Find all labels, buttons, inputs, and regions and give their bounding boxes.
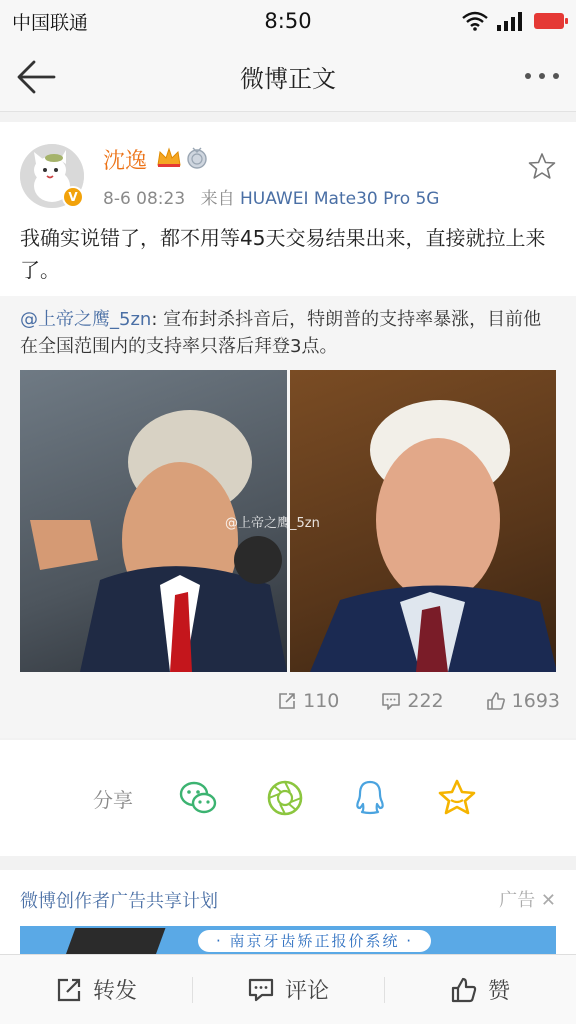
repost-count-value: 110	[303, 690, 340, 712]
repost-label: 转发	[92, 979, 137, 1004]
source-prefix: 来自	[200, 189, 235, 209]
image-watermark: @上帝之鹰_5zn	[225, 516, 320, 531]
crown-icon[interactable]	[156, 145, 182, 169]
repost-text	[20, 306, 556, 360]
signal-icon	[496, 11, 526, 31]
carrier-name: 中国联通	[12, 11, 89, 34]
repost-count[interactable]	[277, 690, 339, 712]
comment-count-value: 222	[407, 690, 444, 712]
wechat-icon[interactable]	[178, 778, 218, 818]
post-text: 我确实说错了，都不用等45天交易结果出来，直接就拉上来了。	[20, 226, 546, 282]
favorite-star-icon[interactable]	[528, 152, 556, 180]
ad-banner-text: · 南京牙齿矫正报价系统 ·	[198, 930, 431, 952]
comment-count[interactable]	[381, 690, 443, 712]
status-time: 8:50	[264, 9, 312, 33]
like-icon	[450, 976, 478, 1004]
ad-banner-graphic	[65, 928, 166, 954]
share-row	[0, 740, 576, 856]
favorite-share-icon[interactable]	[437, 778, 477, 818]
repost-mention[interactable]: @上帝之鹰_5zn	[20, 309, 152, 330]
repost-body: : 宣布封杀抖音后，特朗普的支持率暴涨，目前他在全国范围内的支持率只落后拜登3点。	[20, 309, 542, 357]
bottom-toolbar	[0, 954, 576, 1024]
ad-banner[interactable]	[20, 926, 556, 954]
like-count[interactable]	[486, 690, 560, 712]
post-date: 8-6 08:23	[103, 189, 186, 209]
close-icon[interactable]: ✕	[540, 890, 556, 911]
like-label: 赞	[487, 979, 510, 1004]
wifi-icon	[462, 11, 488, 31]
ad-tag-label: 广告	[499, 890, 536, 911]
like-count-value: 1693	[511, 690, 560, 712]
comment-icon	[381, 691, 401, 711]
repost-button[interactable]	[0, 955, 192, 1024]
thumbs-up-icon	[486, 691, 506, 711]
ad-title[interactable]: 微博创作者广告共享计划	[20, 891, 218, 912]
page-title: 微博正文	[240, 65, 336, 93]
share-label: 分享	[93, 788, 133, 812]
back-arrow-icon[interactable]	[14, 58, 58, 96]
author-name[interactable]: 沈逸	[103, 149, 148, 174]
share-arrow-icon	[277, 691, 297, 711]
moments-icon[interactable]	[265, 778, 305, 818]
nav-bar	[0, 42, 576, 112]
qq-icon[interactable]	[350, 778, 390, 818]
comment-label: 评论	[284, 979, 329, 1004]
verified-badge-icon: V	[62, 186, 84, 208]
post-meta	[103, 184, 440, 209]
post-card	[0, 122, 576, 738]
portrait-right-image	[290, 370, 557, 672]
like-button[interactable]	[384, 955, 576, 1024]
photo-right[interactable]	[290, 370, 557, 672]
repost-block[interactable]	[0, 296, 576, 738]
photo-grid	[20, 370, 556, 672]
medal-icon[interactable]	[186, 146, 208, 170]
repost-stats	[277, 690, 560, 712]
comment-button[interactable]	[192, 955, 384, 1024]
ad-block[interactable]	[0, 870, 576, 954]
status-bar	[0, 0, 576, 42]
post-source[interactable]: HUAWEI Mate30 Pro 5G	[239, 189, 440, 209]
comment-bubble-icon	[247, 976, 275, 1004]
more-options-icon[interactable]	[522, 64, 562, 88]
ad-tag[interactable]	[499, 886, 556, 912]
repost-icon	[55, 976, 83, 1004]
battery-icon	[534, 13, 564, 29]
